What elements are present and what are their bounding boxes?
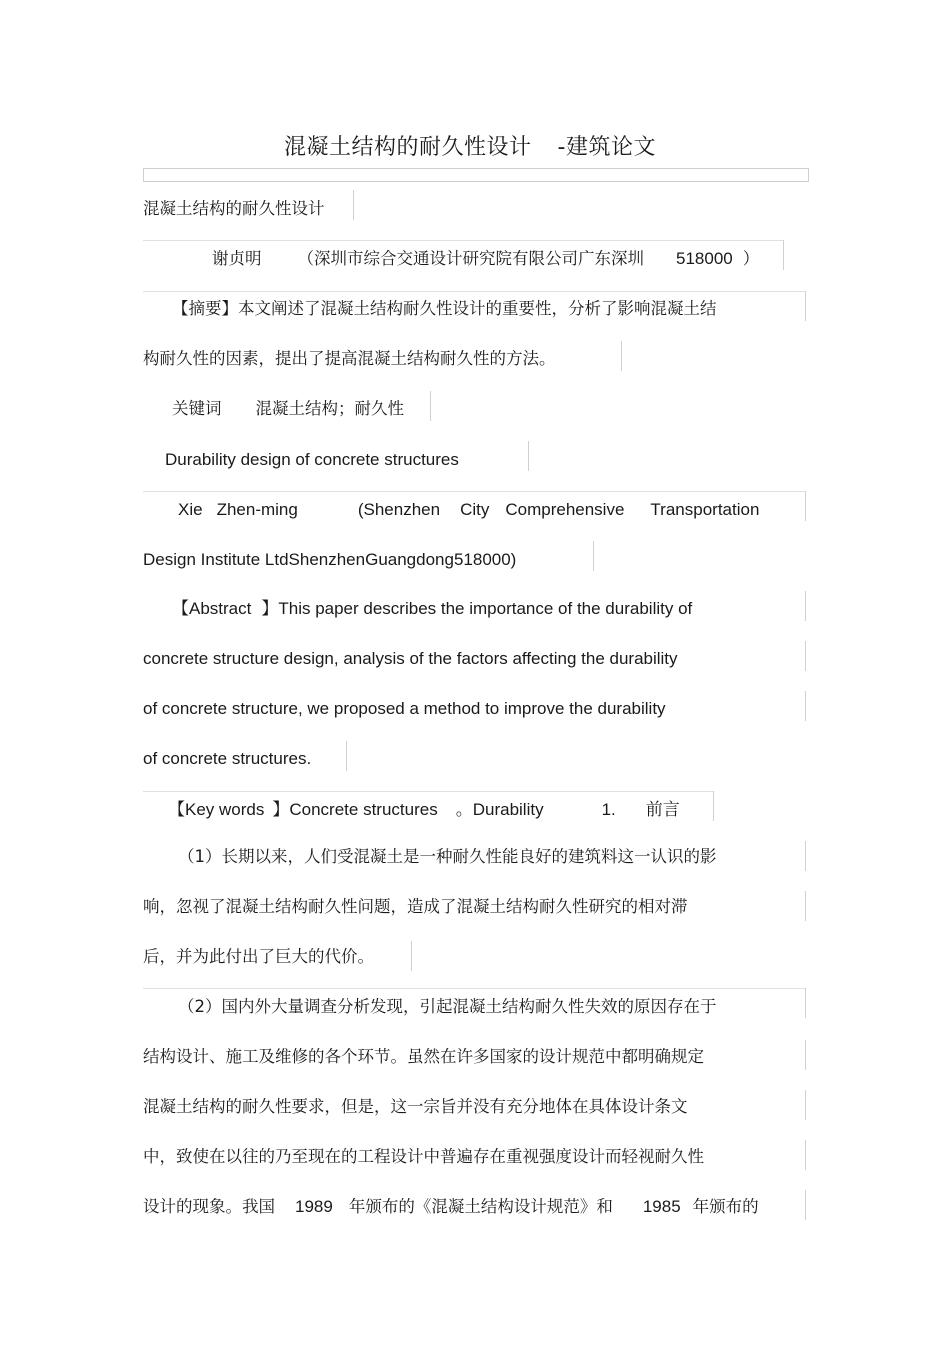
p2-5c: 年颁布的《混凝土结构设计规范》和 <box>348 1197 613 1216</box>
abstract-en-label: 【Abstract <box>172 599 252 618</box>
cell-border <box>805 1190 806 1220</box>
cell-border <box>621 341 622 371</box>
author-postcode: 518000 <box>676 249 733 268</box>
cell-border <box>713 791 714 821</box>
cell-border <box>805 291 806 321</box>
abstract-en-line-3: of concrete structure, we proposed a method to improve the durability <box>143 699 666 718</box>
cell-border <box>593 541 594 571</box>
keywords-label: 关键词 <box>172 399 222 418</box>
author-name: 谢贞明 <box>212 249 262 268</box>
cell-border <box>805 691 806 721</box>
cell-border <box>430 391 431 421</box>
en-author-last: Zhen-ming <box>216 500 298 519</box>
heading: 混凝土结构的耐久性设计 <box>143 199 325 218</box>
cell-border <box>805 891 806 921</box>
keywords-en-line <box>168 799 680 821</box>
section-title: 前言 <box>645 800 680 819</box>
cell-border <box>411 941 412 971</box>
cell-border <box>143 291 805 292</box>
cell-border <box>805 491 806 521</box>
paren-close: ） <box>742 249 760 268</box>
p2-5a: 设计的现象。我国 <box>143 1197 275 1216</box>
cell-border <box>805 988 806 1018</box>
en-aff-4: Transportation <box>650 500 760 519</box>
para1-line-2: 响，忽视了混凝土结构耐久性问题，造成了混凝土结构耐久性研究的相对滞 <box>143 897 688 916</box>
cell-border <box>143 491 805 492</box>
cell-border <box>805 1090 806 1120</box>
para2-line-3: 混凝土结构的耐久性要求，但是，这一宗旨并没有充分地体在具体设计条文 <box>143 1097 688 1116</box>
p2-year-1985: 1985 <box>642 1197 681 1216</box>
cell-border <box>805 1140 806 1170</box>
title-suffix: -建筑论文 <box>557 135 656 160</box>
keywords-cn <box>172 398 404 420</box>
english-author-line <box>178 499 759 521</box>
para1-line-3: 后，并为此付出了巨大的代价。 <box>143 947 374 966</box>
kw-en-label: 【Key words <box>168 800 265 819</box>
para2-line-4: 中，致使在以往的乃至现在的工程设计中普遍存在重视强度设计而轻视耐久性 <box>143 1147 704 1166</box>
keywords-values: 混凝土结构；耐久性 <box>255 399 404 418</box>
cell-border <box>805 641 806 671</box>
para1-line-1: （1）长期以来，人们受混凝土是一种耐久性能良好的建筑料这一认识的影 <box>178 847 717 866</box>
cell-border <box>783 240 784 270</box>
en-aff-2: City <box>460 500 490 519</box>
cell-border <box>805 841 806 871</box>
en-author-first: Xie <box>178 500 203 519</box>
title-rule <box>143 168 809 182</box>
cell-border <box>143 791 713 792</box>
abstract-en-line-2: concrete structure design, analysis of the factors affecting the durability <box>143 649 678 668</box>
section-number: 1. <box>601 800 616 819</box>
cell-border <box>143 240 783 241</box>
cell-border <box>346 741 347 771</box>
p2-year-1989: 1989 <box>295 1197 333 1216</box>
title-main: 混凝土结构的耐久性设计 <box>284 135 532 160</box>
cell-border <box>353 190 354 220</box>
en-aff-3: Comprehensive <box>505 500 625 519</box>
abstract-cn-line-2: 构耐久性的因素，提出了提高混凝土结构耐久性的方法。 <box>143 349 556 368</box>
cell-border <box>805 591 806 621</box>
cell-border <box>805 1040 806 1070</box>
abstract-cn-line-1: 【摘要】本文阐述了混凝土结构耐久性设计的重要性，分析了影响混凝土结 <box>172 299 717 318</box>
abstract-en-text: 】This paper describes the importance of the durability of <box>261 599 693 618</box>
kw-en-durability: 。Durability <box>455 800 544 819</box>
english-affiliation-line-2: Design Institute LtdShenzhenGuangdong518000) <box>143 550 517 569</box>
p2-5e: 年颁布的 <box>692 1197 759 1216</box>
cell-border <box>143 988 805 989</box>
kw-en-text: 】Concrete structures <box>272 800 438 819</box>
para2-line-1: （2）国内外大量调查分析发现，引起混凝土结构耐久性失效的原因存在于 <box>178 997 717 1016</box>
para2-line-5 <box>143 1196 759 1218</box>
author-line <box>212 248 759 270</box>
document-title <box>0 130 940 161</box>
abstract-en-line-1 <box>172 598 692 620</box>
cell-border <box>528 441 529 471</box>
para2-line-2: 结构设计、施工及维修的各个环节。虽然在许多国家的设计规范中都明确规定 <box>143 1047 704 1066</box>
abstract-en-line-4: of concrete structures. <box>143 749 312 768</box>
en-aff-1: (Shenzhen <box>357 500 441 519</box>
english-title: Durability design of concrete structures <box>165 450 459 469</box>
author-affiliation: （深圳市综合交通设计研究院有限公司广东深圳 <box>297 249 644 268</box>
